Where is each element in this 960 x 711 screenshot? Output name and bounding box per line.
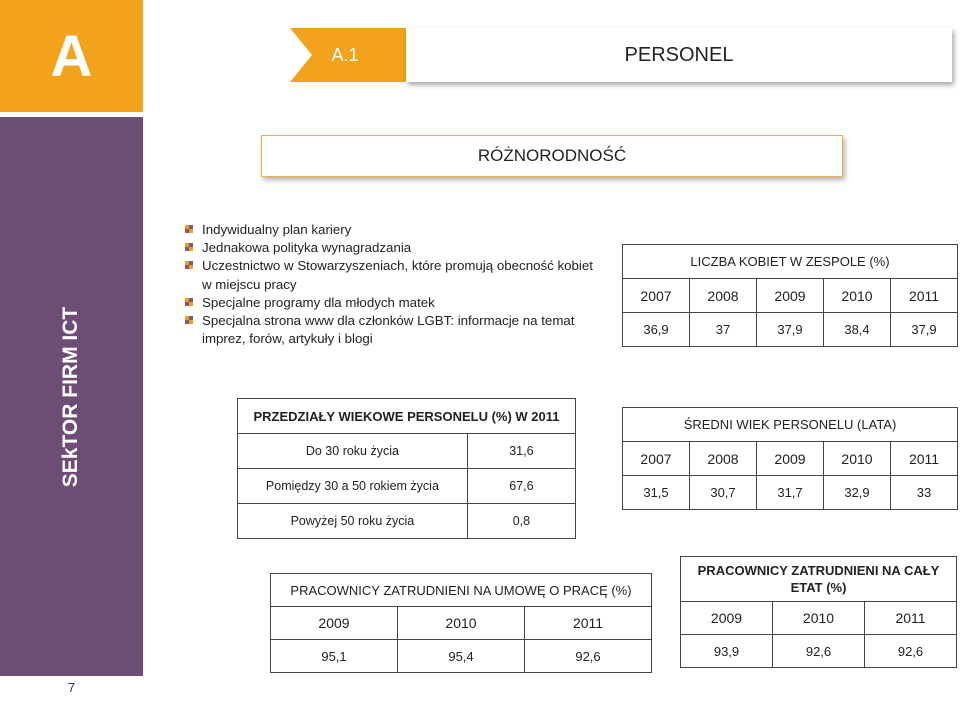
value-cell: 31,7 [757, 476, 824, 510]
bullet-text: Specjalna strona www dla członków LGBT: informacje na temat imprez, forów, artykuły i blogi [202, 313, 575, 347]
value-cell: 95,1 [271, 640, 398, 673]
bullet-icon [182, 312, 198, 330]
year-cell: 2011 [865, 602, 957, 635]
bullet-icon [182, 221, 198, 239]
year-cell: 2011 [891, 279, 958, 313]
table-row-values [681, 635, 957, 668]
list-item [182, 257, 602, 293]
sidebar-label-wrap [0, 117, 143, 677]
year-cell: 2009 [271, 607, 398, 640]
table-title: LICZBA KOBIET W ZESPOLE (%) [623, 245, 958, 279]
table-row-values [623, 313, 958, 347]
bullet-text: Specjalne programy dla młodych matek [202, 294, 435, 310]
section-number: A.1 [331, 44, 359, 65]
list-item [182, 239, 602, 257]
bullet-text: Indywidualny plan kariery [202, 222, 352, 237]
year-cell: 2010 [824, 442, 891, 476]
list-item [182, 221, 602, 239]
bullet-text: Jednakowa polityka wynagradzania [202, 240, 412, 256]
value-cell: 36,9 [623, 313, 690, 347]
list-item [182, 312, 602, 348]
value-cell: 38,4 [824, 313, 891, 347]
value-cell: 31,5 [623, 476, 690, 510]
employment-contract-table [270, 573, 652, 673]
bullet-icon [182, 257, 198, 275]
full-time-table [680, 556, 957, 668]
value-cell: 37 [690, 313, 757, 347]
year-cell: 2010 [398, 607, 525, 640]
table-cell-label: Powyżej 50 roku życia [238, 504, 468, 539]
year-cell: 2011 [525, 607, 652, 640]
table-row [238, 469, 576, 504]
women-share-table [622, 244, 958, 347]
average-age-table [622, 407, 958, 510]
value-cell: 32,9 [824, 476, 891, 510]
value-cell: 30,7 [690, 476, 757, 510]
value-cell: 92,6 [525, 640, 652, 673]
table-title: ŚREDNI WIEK PERSONELU (LATA) [623, 408, 958, 442]
table-cell-value: 67,6 [467, 469, 575, 504]
year-cell: 2010 [824, 279, 891, 313]
year-cell: 2009 [681, 602, 773, 635]
table-row-years [271, 607, 652, 640]
value-cell: 92,6 [773, 635, 865, 668]
value-cell: 37,9 [891, 313, 958, 347]
table-cell-label: Do 30 roku życia [238, 434, 468, 469]
value-cell: 93,9 [681, 635, 773, 668]
table-title: PRACOWNICY ZATRUDNIENI NA UMOWĘ O PRACĘ (%) [271, 574, 652, 607]
year-cell: 2008 [690, 442, 757, 476]
year-cell: 2009 [757, 279, 824, 313]
table-title: PRZEDZIAŁY WIEKOWE PERSONELU (%) W 2011 [238, 399, 576, 434]
table-cell-value: 0,8 [467, 504, 575, 539]
bullet-text: Uczestnictwo w Stowarzyszeniach, które promują obecność kobiet w miejscu pracy [202, 258, 593, 292]
value-cell: 37,9 [757, 313, 824, 347]
value-cell: 95,4 [398, 640, 525, 673]
year-cell: 2011 [891, 442, 958, 476]
table-row-values [623, 476, 958, 510]
age-groups-table [237, 398, 576, 539]
table-row [238, 434, 576, 469]
table-row-values [271, 640, 652, 673]
year-cell: 2007 [623, 442, 690, 476]
page-title: PERSONEL [406, 28, 952, 82]
subtitle: RÓŻNORODNOŚĆ [261, 135, 843, 177]
table-row [238, 504, 576, 539]
bullet-icon [182, 294, 198, 312]
page-number: 7 [67, 680, 76, 695]
year-cell: 2010 [773, 602, 865, 635]
table-row-years [623, 442, 958, 476]
year-cell: 2007 [623, 279, 690, 313]
year-cell: 2009 [757, 442, 824, 476]
list-item [182, 294, 602, 312]
table-row-years [681, 602, 957, 635]
table-row-years [623, 279, 958, 313]
bullet-icon [182, 239, 198, 257]
table-cell-value: 31,6 [467, 434, 575, 469]
table-cell-label: Pomiędzy 30 a 50 rokiem życia [238, 469, 468, 504]
value-cell: 92,6 [865, 635, 957, 668]
year-cell: 2008 [690, 279, 757, 313]
table-title: PRACOWNICY ZATRUDNIENI NA CAŁY ETAT (%) [681, 557, 957, 602]
section-letter: A [50, 23, 93, 89]
sidebar-label: SEkTOR FIRM ICT [59, 306, 83, 488]
value-cell: 33 [891, 476, 958, 510]
bullet-list [182, 221, 602, 348]
